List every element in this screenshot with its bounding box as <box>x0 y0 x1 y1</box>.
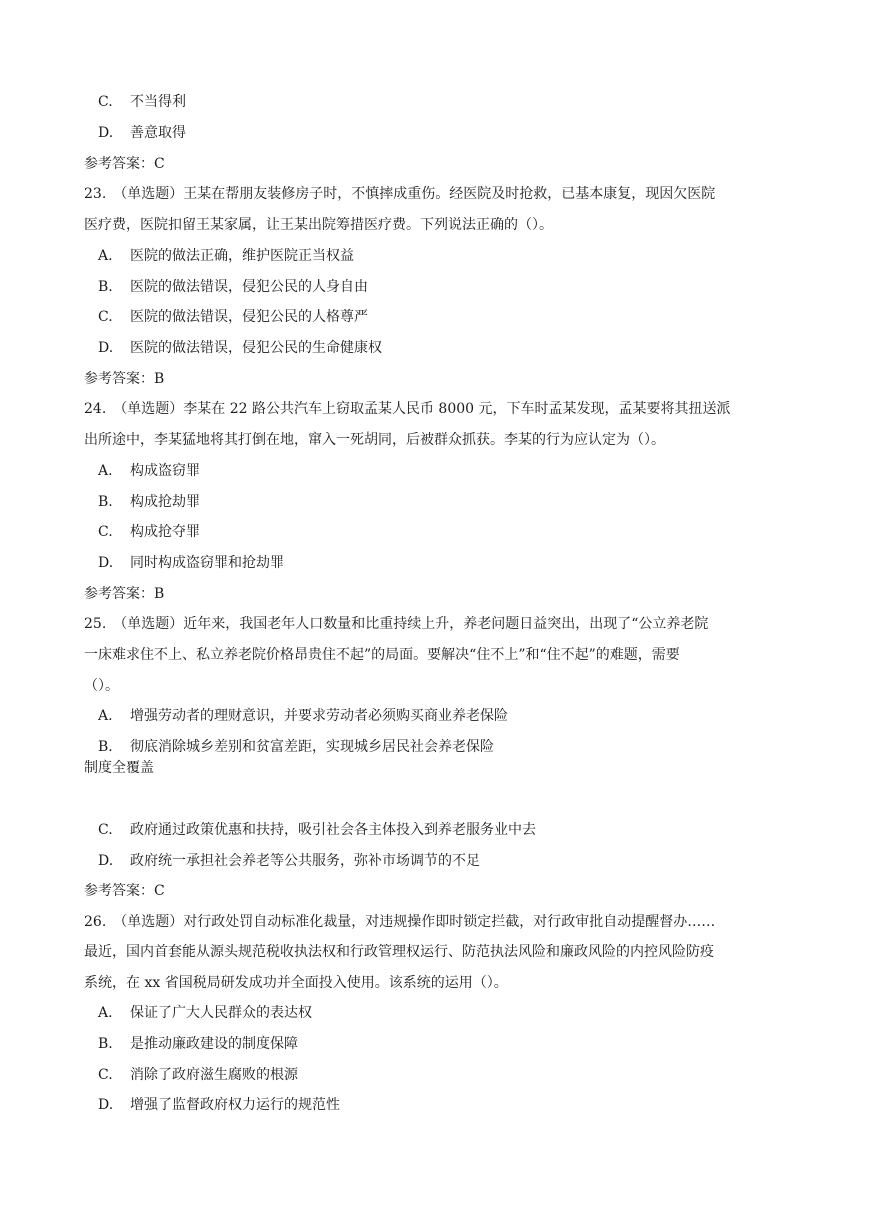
question-23-option-b <box>98 277 368 297</box>
question-23-option-a <box>98 246 354 266</box>
question-26-line3: 系统，在 xx 省国税局研发成功并全面投入使用。该系统的运用（）。 <box>84 975 508 991</box>
question-24-answer: 参考答案：B <box>84 586 165 602</box>
question-25-option-a <box>98 706 508 726</box>
answer-line: 参考答案：C <box>84 156 165 172</box>
question-23-option-d <box>98 338 382 358</box>
question-25-option-d <box>98 851 480 871</box>
question-26-option-a <box>98 1003 312 1023</box>
option-text: 医院的做法正确，维护医院正当权益 <box>130 248 354 264</box>
option-text: 彻底消除城乡差别和贫富差距，实现城乡居民社会养老保险 <box>130 739 494 755</box>
option-label: A. <box>98 463 113 479</box>
option-text: 消除了政府滋生腐败的根源 <box>130 1067 298 1083</box>
question-25-line1: 25. （单选题）近年来，我国老年人口数量和比重持续上升，养老问题日益突出，出现了“公立养老院 <box>84 616 709 632</box>
option-label: A. <box>98 708 113 724</box>
option-c <box>98 92 186 112</box>
option-text: 是推动廉政建设的制度保障 <box>130 1036 298 1052</box>
option-text: 不当得利 <box>130 94 186 110</box>
question-26-option-c <box>98 1065 298 1085</box>
option-label: C. <box>98 309 113 325</box>
option-label: C. <box>98 94 113 110</box>
question-24-option-c <box>98 522 200 542</box>
question-23-answer: 参考答案：B <box>84 371 165 387</box>
option-text: 构成抢劫罪 <box>130 494 200 510</box>
option-text: 医院的做法错误，侵犯公民的生命健康权 <box>130 340 382 356</box>
option-label: B. <box>98 279 113 295</box>
question-24-option-d <box>98 553 284 573</box>
question-23-option-c <box>98 307 368 327</box>
question-24-line1: 24. （单选题）李某在 22 路公共汽车上窃取孟某人民币 8000 元，下车时孟某发现，孟某要将其扭送派 <box>84 401 731 417</box>
question-23-line1: 23. （单选题）王某在帮朋友装修房子时，不慎摔成重伤。经医院及时抢救，已基本康复，现因欠医院 <box>84 186 716 202</box>
option-label: B. <box>98 1036 113 1052</box>
question-26-line2: 最近，国内首套能从源头规范税收执法权和行政管理权运行、防范执法风险和廉政风险的内控风险防疫 <box>84 944 714 960</box>
option-text: 政府统一承担社会养老等公共服务，弥补市场调节的不足 <box>130 853 480 869</box>
option-label: A. <box>98 1005 113 1021</box>
option-text: 医院的做法错误，侵犯公民的人身自由 <box>130 279 368 295</box>
option-text: 同时构成盗窃罪和抢劫罪 <box>130 555 284 571</box>
question-23-line2: 医疗费，医院扣留王某家属，让王某出院筹措医疗费。下列说法正确的（）。 <box>84 217 553 233</box>
question-26-option-d <box>98 1095 340 1115</box>
option-text: 保证了广大人民群众的表达权 <box>130 1005 312 1021</box>
question-25-line3: （）。 <box>84 678 119 694</box>
option-text: 增强劳动者的理财意识，并要求劳动者必须购买商业养老保险 <box>130 708 508 724</box>
option-text: 构成盗窃罪 <box>130 463 200 479</box>
option-label: D. <box>98 1097 114 1113</box>
option-label: A. <box>98 248 113 264</box>
option-label: D. <box>98 125 114 141</box>
option-text: 构成抢夺罪 <box>130 524 200 540</box>
option-label: D. <box>98 853 114 869</box>
option-label: C. <box>98 1067 113 1083</box>
question-25-answer: 参考答案：C <box>84 883 165 899</box>
question-25-option-b <box>98 737 494 757</box>
option-text: 善意取得 <box>130 125 186 141</box>
option-label: B. <box>98 494 113 510</box>
question-26-option-b <box>98 1034 298 1054</box>
question-24-line2: 出所途中，李某猛地将其打倒在地，窜入一死胡同，后被群众抓获。李某的行为应认定为（）。 <box>84 432 665 448</box>
question-24-option-a <box>98 461 200 481</box>
question-25-option-b-continuation: 制度全覆盖 <box>84 760 154 776</box>
option-text: 增强了监督政府权力运行的规范性 <box>130 1097 340 1113</box>
option-text: 医院的做法错误，侵犯公民的人格尊严 <box>130 309 368 325</box>
option-label: C. <box>98 524 113 540</box>
question-25-option-c <box>98 820 536 840</box>
option-d <box>98 123 186 143</box>
question-26-line1: 26. （单选题）对行政处罚自动标准化裁量，对违规操作即时锁定拦截，对行政审批自动提醒督办…… <box>84 914 716 930</box>
question-24-option-b <box>98 492 200 512</box>
option-text: 政府通过政策优惠和扶持，吸引社会各主体投入到养老服务业中去 <box>130 822 536 838</box>
option-label: C. <box>98 822 113 838</box>
option-label: D. <box>98 555 114 571</box>
option-label: D. <box>98 340 114 356</box>
question-25-line2: 一床难求住不上、私立养老院价格昂贵住不起”的局面。要解决“住不上”和“住不起”的难题，需要 <box>84 647 680 663</box>
option-label: B. <box>98 739 113 755</box>
